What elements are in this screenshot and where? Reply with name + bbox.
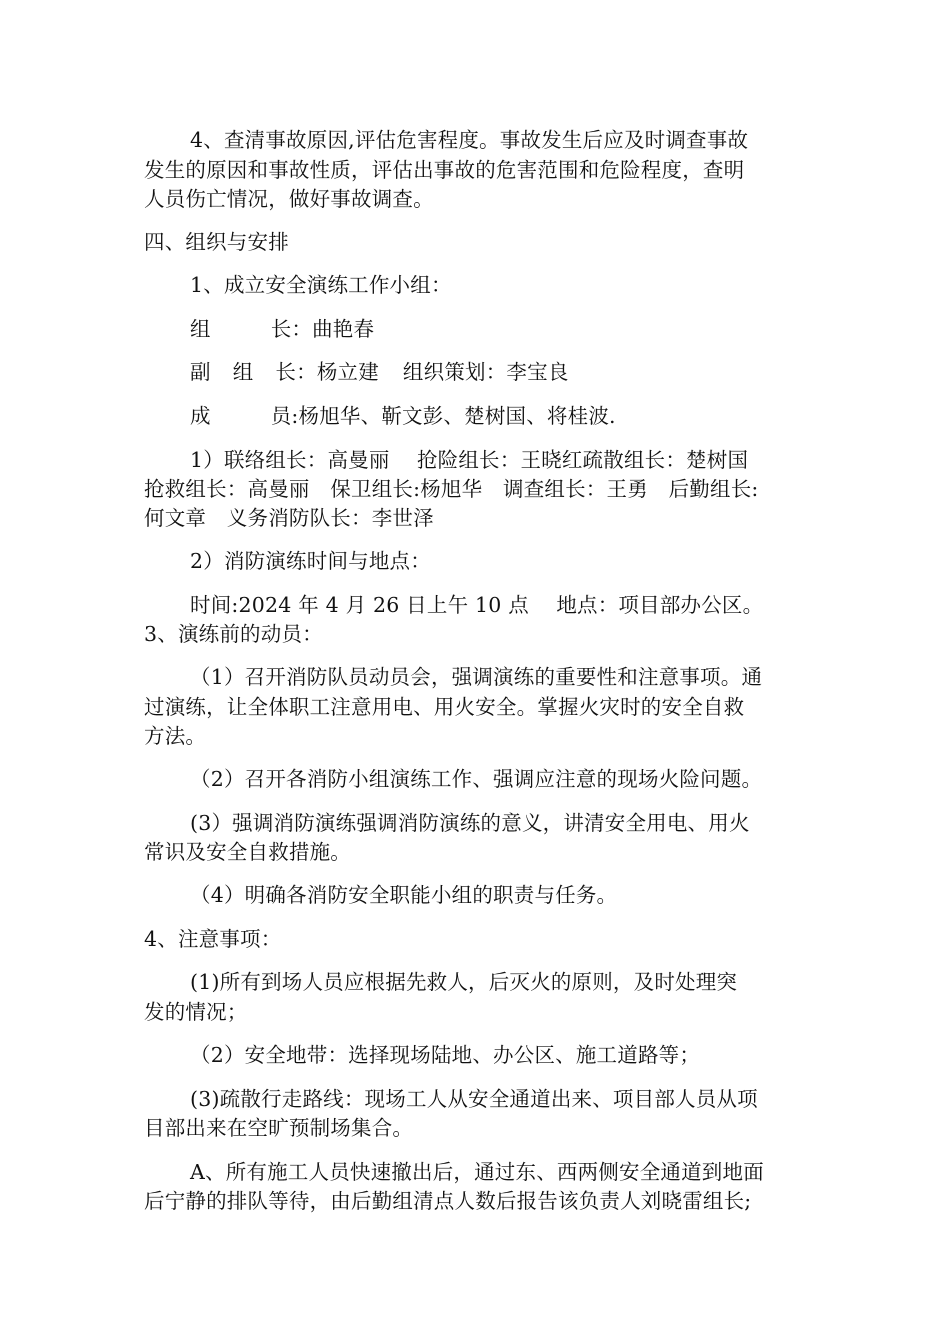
groups-line-2: 抢救组长：高曼丽 保卫组长:杨旭华 调查组长：王勇 后勤组长: [144,477,759,501]
mobilization-item-3-line-1: (3）强调消防演练强调消防演练的意义，讲清安全用电、用火 [190,811,750,835]
paragraph-investigate-line-3: 人员伤亡情况，做好事故调查。 [144,187,434,211]
mobilization-item-2: （2）召开各消防小组演练工作、强调应注意的现场火险问题。 [190,767,763,791]
leader-label-char-2: 长： [270,317,313,341]
evacuation-item-a-line-1: A、所有施工人员快速撤出后，通过东、西两侧安全通道到地面 [190,1160,764,1184]
subsection-working-group: 1、成立安全演练工作小组： [190,273,452,297]
vice-leader-line [190,359,569,385]
subsection-time-place: 2）消防演练时间与地点： [190,549,431,573]
section-heading-organization: 四、组织与安排 [144,230,289,254]
mobilization-item-3-line-2: 常识及安全自救措施。 [144,840,351,864]
members-names: 杨旭华、靳文彭、楚树国、将桂波. [298,404,616,428]
notes-item-3-line-1: (3)疏散行走路线：现场工人从安全通道出来、项目部人员从项 [190,1087,758,1111]
paragraph-investigate-line-1: 4、查清事故原因,评估危害程度。事故发生后应及时调查事故 [190,128,749,152]
mobilization-item-1-line-3: 方法。 [144,724,207,748]
leader-name: 曲艳春 [312,317,375,341]
paragraph-investigate-line-2: 发生的原因和事故性质，评估出事故的危害范围和危险程度，查明 [144,158,745,182]
notes-item-1-line-1: (1)所有到场人员应根据先救人，后灭火的原则，及时处理突 [190,970,738,994]
vice-label-char-3: 长： [275,360,317,384]
groups-line-1: 1）联络组长：高曼丽 抢险组长：王晓红疏散组长：楚树国 [190,448,749,472]
planner-name: 李宝良 [506,360,569,384]
vice-leader-name: 杨立建 [316,360,379,384]
leader-label-char-1: 组 [190,317,211,341]
subsection-notes: 4、注意事项： [144,927,282,951]
members-label-char-1: 成 [190,404,211,428]
members-line [190,403,616,429]
mobilization-item-1-line-1: （1）召开消防队员动员会，强调演练的重要性和注意事项。通 [190,665,763,689]
notes-item-3-line-2: 目部出来在空旷预制场集合。 [144,1116,414,1140]
vice-label-char-1: 副 [190,360,211,384]
mobilization-item-4: （4）明确各消防安全职能小组的职责与任务。 [190,883,618,907]
subsection-mobilization: 3、演练前的动员： [144,622,323,646]
notes-item-2: （2）安全地带：选择现场陆地、办公区、施工道路等； [190,1043,701,1067]
evacuation-item-a-line-2: 后宁静的排队等待，由后勤组清点人数后报告该负责人刘晓雷组长; [144,1189,752,1213]
notes-item-1-line-2: 发的情况； [144,1000,248,1024]
leader-line [190,316,374,342]
planner-label: 组织策划： [402,360,507,384]
groups-line-3: 何文章 义务消防队长：李世泽 [144,506,434,530]
mobilization-item-1-line-2: 过演练，让全体职工注意用电、用火安全。掌握火灾时的安全自救 [144,695,745,719]
time-place-line: 时间:2024 年 4 月 26 日上午 10 点 地点：项目部办公区。 [190,593,764,617]
vice-label-char-2: 组 [232,360,254,384]
members-label-char-2: 员: [270,404,299,428]
